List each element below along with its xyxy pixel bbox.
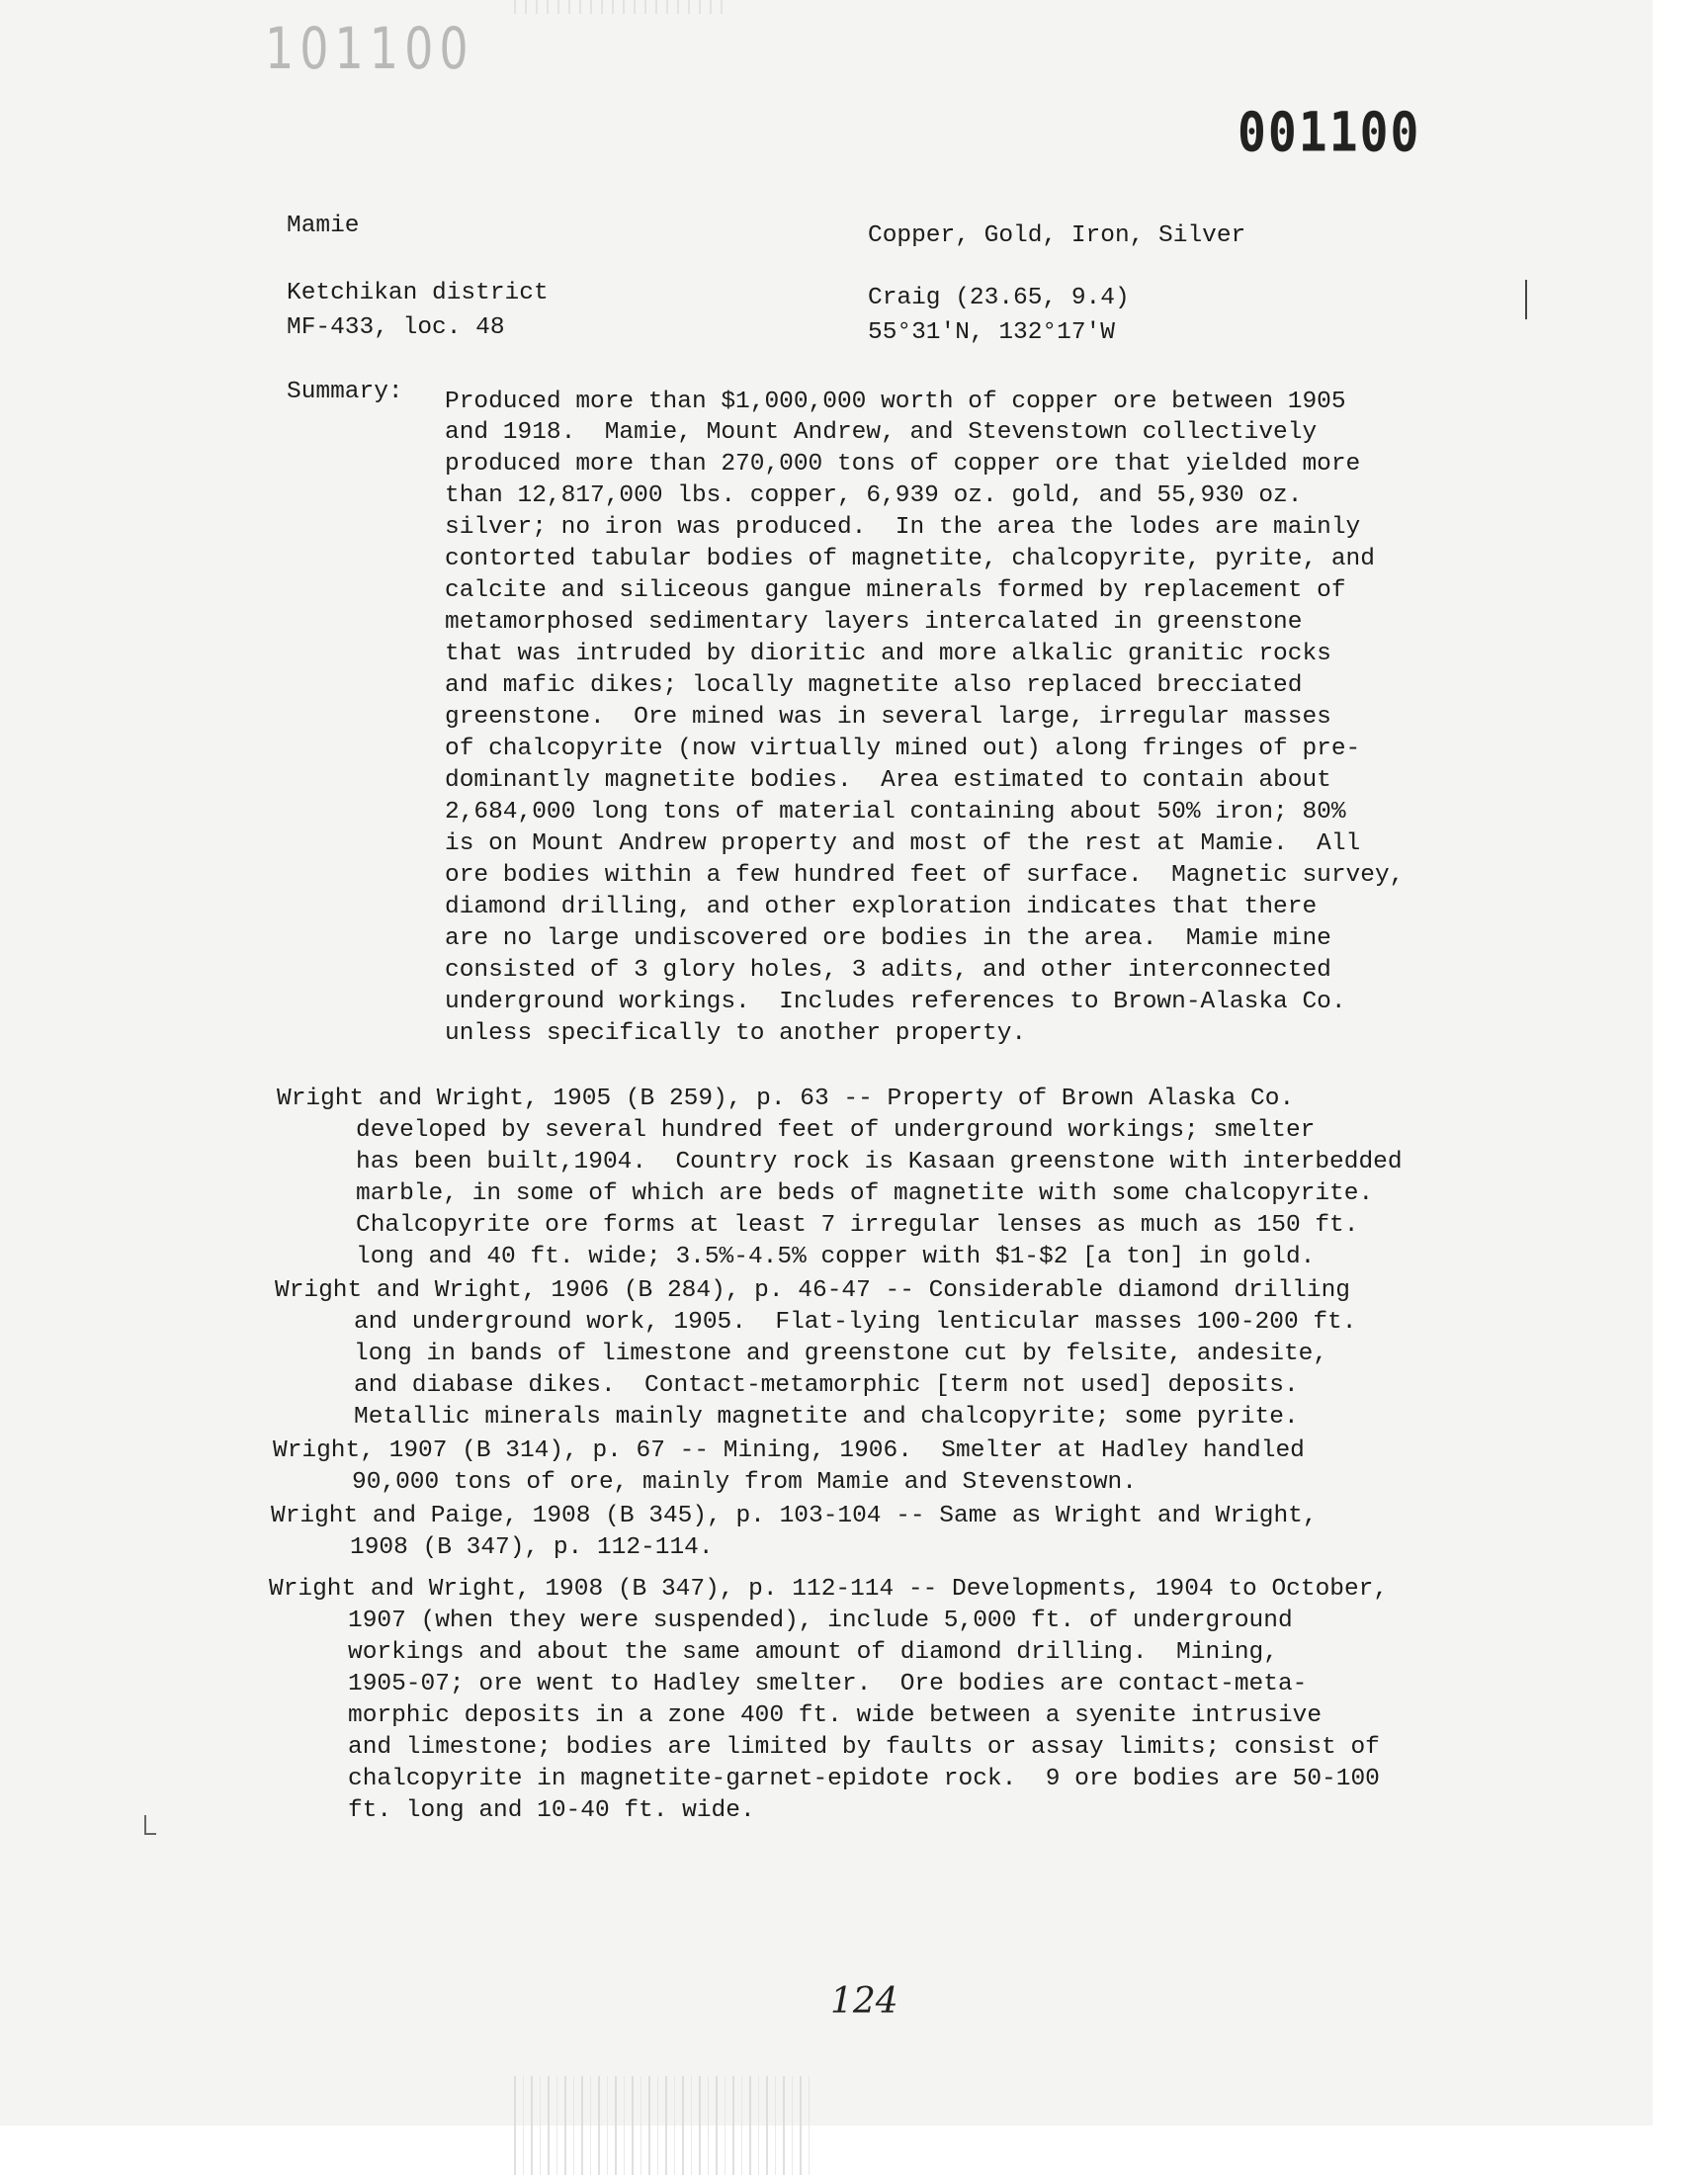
summary-line: that was intruded by dioritic and more alkalic granitic rocks [445,641,1331,667]
reference-line: has been built,1904. Country rock is Kasaan greenstone with interbedded [356,1149,1403,1175]
reference-line: 1907 (when they were suspended), include 5,000 ft. of underground [348,1608,1293,1634]
coordinates: 55°31'N, 132°17'W [868,319,1115,346]
summary-line: 2,684,000 long tons of material containing about 50% iron; 80% [445,799,1346,826]
summary-line: unless specifically to another property. [445,1020,1027,1047]
reference-line: long in bands of limestone and greenstone cut by felsite, andesite, [354,1341,1328,1367]
summary-line: dominantly magnetite bodies. Area estimated to contain about [445,767,1331,794]
summary-line: consisted of 3 glory holes, 3 adits, and other interconnected [445,957,1331,984]
summary-line: metamorphosed sedimentary layers intercalated in greenstone [445,609,1303,636]
margin-mark [1525,280,1527,319]
reference-line: and underground work, 1905. Flat-lying lenticular masses 100-200 ft. [354,1309,1357,1336]
reference-line: developed by several hundred feet of underground workings; smelter [356,1117,1316,1144]
summary-label: Summary: [287,379,403,405]
scan-streaks-bottom [514,2076,811,2175]
scan-margin [1653,0,1708,2175]
scan-streaks-top [514,0,731,14]
reference-line: morphic deposits in a zone 400 ft. wide between a syenite intrusive [348,1702,1323,1729]
summary-line: than 12,817,000 lbs. copper, 6,939 oz. gold, and 55,930 oz. [445,482,1303,509]
reference-first-line: Wright and Paige, 1908 (B 345), p. 103-104 -- Same as Wright and Wright, [271,1503,1318,1529]
record-stamp-number: 001100 [1238,100,1421,165]
reference-line: Chalcopyrite ore forms at least 7 irregular lenses as much as 150 ft. [356,1212,1359,1239]
page-number: 124 [830,1981,898,2022]
reference-first-line: Wright, 1907 (B 314), p. 67 -- Mining, 1906. Smelter at Hadley handled [273,1437,1305,1464]
summary-line: ore bodies within a few hundred feet of surface. Magnetic survey, [445,862,1405,889]
reference-line: 1905-07; ore went to Hadley smelter. Ore bodies are contact-meta- [348,1671,1308,1697]
reference-line: long and 40 ft. wide; 3.5%-4.5% copper with $1-$2 [a ton] in gold. [356,1244,1316,1270]
reference-line: and limestone; bodies are limited by faults or assay limits; consist of [348,1734,1380,1761]
summary-line: produced more than 270,000 tons of copper ore that yielded more [445,451,1361,478]
faded-stamp-number: 101100 [265,15,474,82]
summary-line: and mafic dikes; locally magnetite also replaced brecciated [445,672,1303,699]
reference-line: and diabase dikes. Contact-metamorphic [term not used] deposits. [354,1372,1299,1399]
summary-line: calcite and siliceous gangue minerals formed by replacement of [445,577,1346,604]
map-reference: MF-433, loc. 48 [287,314,505,341]
margin-mark-corner [144,1815,156,1835]
summary-line: greenstone. Ore mined was in several large, irregular masses [445,704,1331,731]
deposit-name: Mamie [287,213,360,239]
summary-line: of chalcopyrite (now virtually mined out) along fringes of pre- [445,736,1361,762]
scan-bottom-margin [0,2126,1708,2175]
reference-first-line: Wright and Wright, 1905 (B 259), p. 63 -- Property of Brown Alaska Co. [277,1086,1295,1112]
summary-line: underground workings. Includes references to Brown-Alaska Co. [445,989,1346,1015]
summary-line: are no large undiscovered ore bodies in the area. Mamie mine [445,925,1331,952]
summary-line: contorted tabular bodies of magnetite, chalcopyrite, pyrite, and [445,546,1375,572]
summary-line: and 1918. Mamie, Mount Andrew, and Stevenstown collectively [445,419,1318,446]
reference-line: 1908 (B 347), p. 112-114. [350,1534,714,1561]
reference-line: 90,000 tons of ore, mainly from Mamie and Stevenstown. [352,1469,1137,1496]
summary-line: diamond drilling, and other exploration indicates that there [445,894,1318,920]
reference-line: marble, in some of which are beds of magnetite with some chalcopyrite. [356,1180,1374,1207]
district: Ketchikan district [287,280,549,306]
summary-line: Produced more than $1,000,000 worth of copper ore between 1905 [445,389,1346,415]
reference-line: chalcopyrite in magnetite-garnet-epidote rock. 9 ore bodies are 50-100 [348,1766,1380,1792]
reference-line: workings and about the same amount of diamond drilling. Mining, [348,1639,1278,1666]
summary-line: silver; no iron was produced. In the area the lodes are mainly [445,514,1361,541]
commodities: Copper, Gold, Iron, Silver [868,222,1246,249]
summary-line: is on Mount Andrew property and most of the rest at Mamie. All [445,830,1361,857]
reference-first-line: Wright and Wright, 1908 (B 347), p. 112-114 -- Developments, 1904 to October, [269,1576,1389,1603]
reference-line: Metallic minerals mainly magnetite and chalcopyrite; some pyrite. [354,1404,1299,1431]
quadrangle: Craig (23.65, 9.4) [868,285,1130,311]
reference-first-line: Wright and Wright, 1906 (B 284), p. 46-47 -- Considerable diamond drilling [275,1277,1350,1304]
reference-line: ft. long and 10-40 ft. wide. [348,1797,755,1824]
